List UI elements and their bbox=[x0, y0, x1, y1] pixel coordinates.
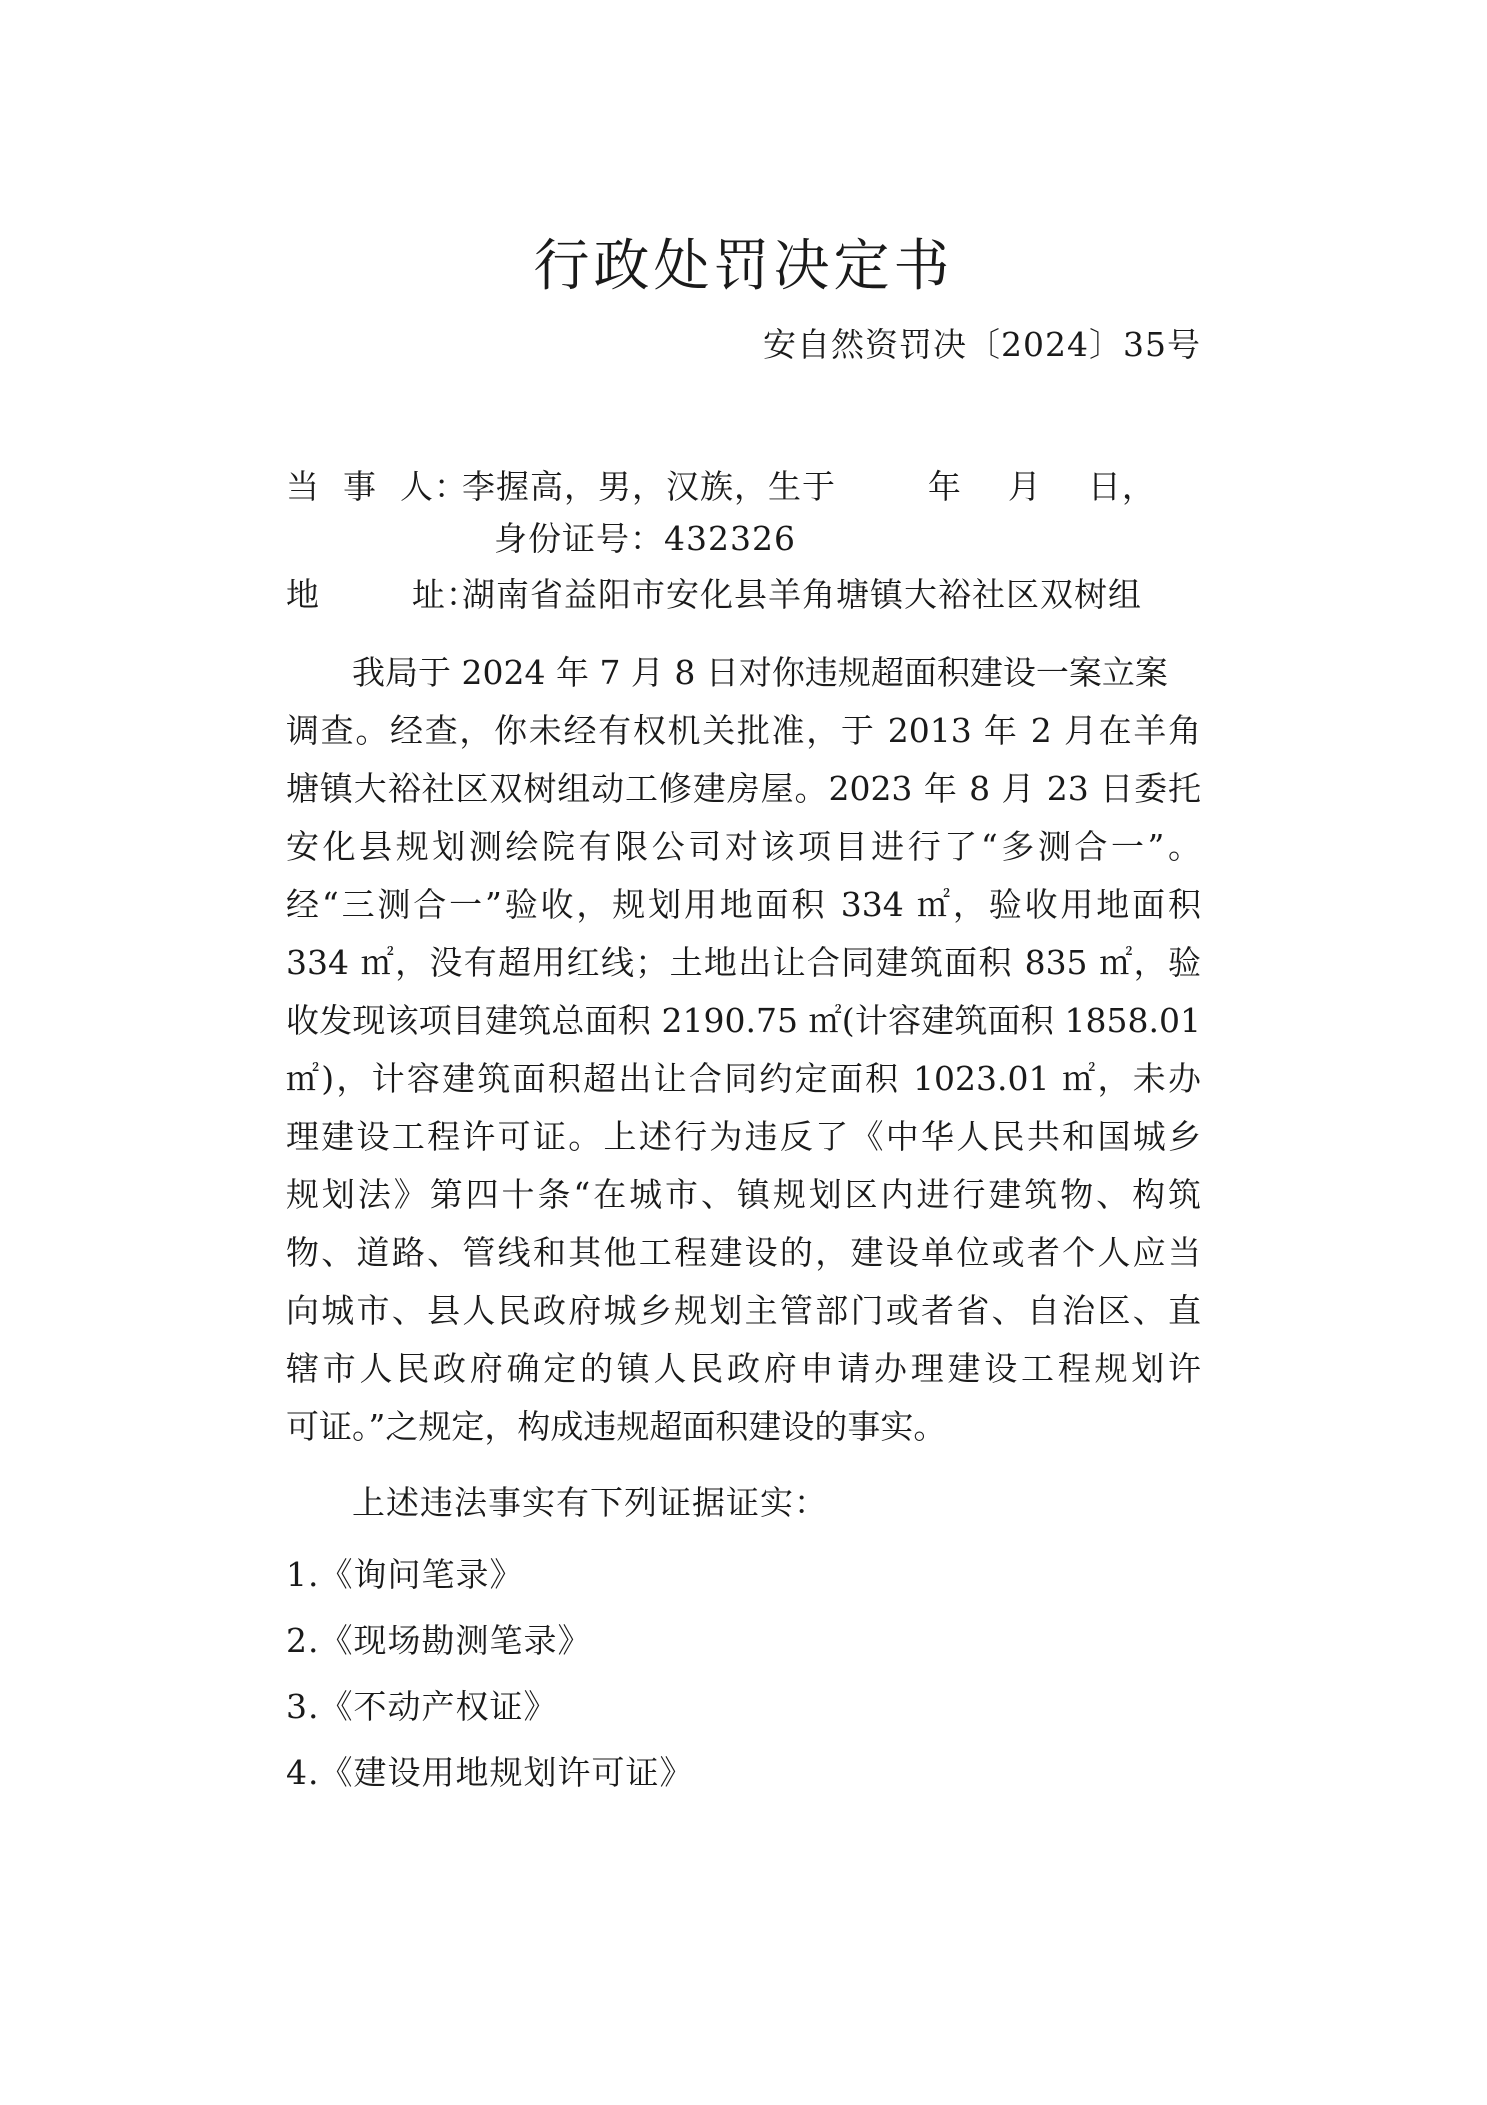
evidence-intro: 上述违法事实有下列证据证实： bbox=[352, 1483, 828, 1522]
evidence-item: 2.《现场勘测笔录》 bbox=[286, 1621, 592, 1660]
body-paragraph-line: 可证。”之规定，构成违规超面积建设的事实。 bbox=[286, 1407, 947, 1446]
body-paragraph-line: ㎡)，计容建筑面积超出让合同约定面积 1023.01 ㎡，未办 bbox=[286, 1059, 1201, 1098]
address-value: 湖南省益阳市安化县羊角塘镇大裕社区双树组 bbox=[462, 575, 1142, 614]
party-id-number: 身份证号：432326 bbox=[494, 519, 796, 558]
body-paragraph-line: 调查。经查，你未经有权机关批准，于 2013 年 2 月在羊角 bbox=[286, 711, 1201, 750]
body-paragraph-line: 辖市人民政府确定的镇人民政府申请办理建设工程规划许 bbox=[286, 1349, 1201, 1388]
body-paragraph-line: 收发现该项目建筑总面积 2190.75 ㎡(计容建筑面积 1858.01 bbox=[286, 1001, 1201, 1040]
body-paragraph-line: 我局于 2024 年 7 月 8 日对你违规超面积建设一案立案 bbox=[352, 653, 1168, 692]
body-paragraph-line: 334 ㎡，没有超用红线；土地出让合同建筑面积 835 ㎡，验 bbox=[286, 943, 1201, 982]
party-label: 当 事 人： bbox=[286, 467, 468, 506]
party-line bbox=[286, 462, 1156, 512]
address-label: 地 址： bbox=[286, 575, 480, 614]
document-number: 安自然资罚决〔2024〕35号 bbox=[763, 325, 1201, 364]
document-title: 行政处罚决定书 bbox=[533, 234, 954, 299]
body-paragraph-line: 规划法》第四十条“在城市、镇规划区内进行建筑物、构筑 bbox=[286, 1175, 1201, 1214]
body-paragraph-line: 塘镇大裕社区双树组动工修建房屋。2023 年 8 月 23 日委托 bbox=[286, 769, 1201, 808]
body-paragraph-line: 物、道路、管线和其他工程建设的，建设单位或者个人应当 bbox=[286, 1233, 1201, 1272]
evidence-item: 4.《建设用地规划许可证》 bbox=[286, 1753, 694, 1792]
party-info: 李握高，男，汉族，生于 年 月 日， bbox=[462, 467, 1156, 506]
body-paragraph-line: 经“三测合一”验收，规划用地面积 334 ㎡，验收用地面积 bbox=[286, 885, 1201, 924]
body-paragraph-line: 向城市、县人民政府城乡规划主管部门或者省、自治区、直 bbox=[286, 1291, 1201, 1330]
address-line bbox=[286, 570, 1142, 620]
body-paragraph-line: 安化县规划测绘院有限公司对该项目进行了“多测合一”。 bbox=[286, 827, 1201, 866]
body-paragraph-line: 理建设工程许可证。上述行为违反了《中华人民共和国城乡 bbox=[286, 1117, 1201, 1156]
evidence-item: 1.《询问笔录》 bbox=[286, 1555, 524, 1594]
evidence-item: 3.《不动产权证》 bbox=[286, 1687, 558, 1726]
